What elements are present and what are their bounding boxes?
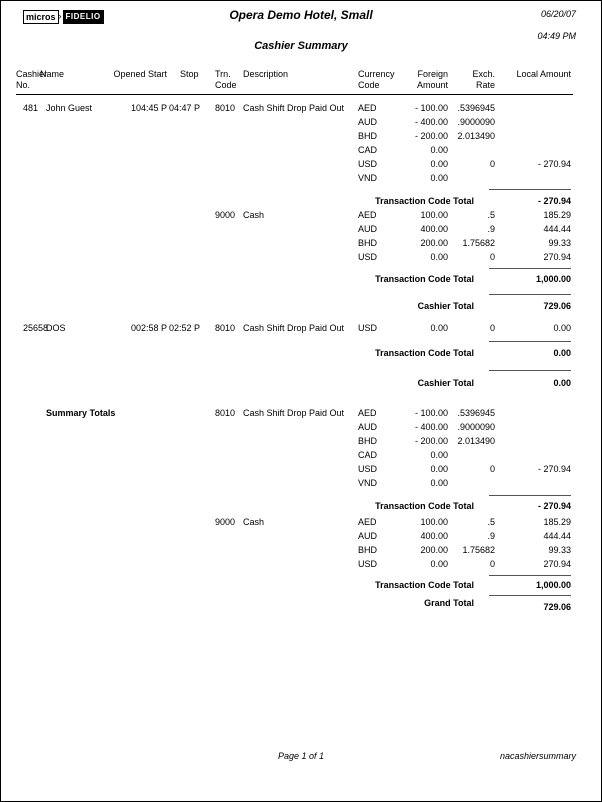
total-rule (489, 370, 571, 371)
total-value: 0.00 (553, 348, 571, 358)
column-header-description: Description (243, 69, 289, 79)
cell-foreign: 0.00 (430, 159, 448, 169)
cell-foreign: 200.00 (420, 545, 448, 555)
cell-trn: 8010 (215, 323, 236, 333)
cell-curr: VND (358, 478, 378, 488)
cell-desc: Cash Shift Drop Paid Out (243, 103, 345, 113)
cell-foreign: 0.00 (430, 173, 448, 183)
table-row (1, 173, 602, 185)
total-row (1, 580, 602, 592)
table-row (1, 464, 602, 476)
cell-trn: 8010 (215, 408, 236, 418)
cell-local: 99.33 (548, 238, 571, 248)
cell-curr: AED (358, 103, 377, 113)
cell-exch: .5396945 (457, 103, 495, 113)
total-label: Grand Total (424, 598, 474, 608)
table-row (1, 210, 602, 222)
total-value: 1,000.00 (535, 580, 571, 590)
total-label: Cashier Total (417, 301, 474, 311)
cell-exch: .9000090 (457, 117, 495, 127)
cell-local: 444.44 (543, 531, 571, 541)
cell-name: DOS (46, 323, 66, 333)
table-row (1, 559, 602, 571)
logo-arrow-icon: › (58, 11, 62, 21)
cell-curr: AUD (358, 531, 378, 541)
cell-stop: 04:47 P (168, 103, 200, 113)
cell-curr: BHD (358, 436, 378, 446)
cell-foreign: 0.00 (430, 478, 448, 488)
cell-curr: USD (358, 252, 378, 262)
cell-trn: 9000 (215, 517, 236, 527)
cell-desc: Cash Shift Drop Paid Out (243, 323, 345, 333)
cell-exch: 2.013490 (457, 436, 495, 446)
cell-exch: 1.75682 (462, 545, 495, 555)
column-header-opened-start: Opened Start (113, 69, 167, 79)
cell-local: - 270.94 (537, 464, 571, 474)
total-value: 0.00 (553, 378, 571, 388)
cell-desc: Cash (243, 517, 265, 527)
cell-foreign: 400.00 (420, 531, 448, 541)
cell-curr: AED (358, 408, 377, 418)
total-row (1, 501, 602, 513)
table-row (1, 450, 602, 462)
page-number: Page 1 of 1 (277, 751, 325, 761)
cell-local: 185.29 (543, 210, 571, 220)
table-row (1, 517, 602, 529)
cell-exch: 0 (489, 559, 495, 569)
cell-curr: BHD (358, 545, 378, 555)
total-row (1, 196, 602, 208)
cell-curr: AUD (358, 117, 378, 127)
cell-curr: BHD (358, 131, 378, 141)
cell-curr: AUD (358, 422, 378, 432)
total-row (1, 378, 602, 390)
table-row (1, 408, 602, 420)
cell-curr: AED (358, 210, 377, 220)
total-value: - 270.94 (537, 501, 571, 511)
column-header-local-amount: Local Amount (516, 69, 571, 79)
total-row (1, 348, 602, 360)
cell-foreign: 0.00 (430, 323, 448, 333)
table-row (1, 436, 602, 448)
total-rule (489, 341, 571, 342)
column-header-cashier-line2: No. (16, 80, 31, 90)
cell-curr: BHD (358, 238, 378, 248)
cell-curr: VND (358, 173, 378, 183)
cell-foreign: 0.00 (430, 145, 448, 155)
total-value: - 270.94 (537, 196, 571, 206)
cell-foreign: 0.00 (430, 464, 448, 474)
column-header-name: Name (40, 69, 65, 79)
cell-local: - 270.94 (537, 159, 571, 169)
report-file-name: nacashiersummary (499, 751, 576, 761)
cell-desc: Cash (243, 210, 265, 220)
table-row (1, 224, 602, 236)
cell-local: 99.33 (548, 545, 571, 555)
cell-opened: 104:45 P (130, 103, 167, 113)
cell-curr: USD (358, 159, 378, 169)
cell-name: Summary Totals (46, 408, 116, 418)
cell-curr: CAD (358, 145, 378, 155)
table-row (1, 145, 602, 157)
column-header-exch-line2: Rate (475, 80, 495, 90)
total-label: Cashier Total (417, 378, 474, 388)
total-label: Transaction Code Total (375, 501, 474, 511)
table-row (1, 159, 602, 171)
table-row (1, 323, 602, 335)
total-value: 729.06 (543, 602, 571, 612)
cell-foreign: 400.00 (420, 224, 448, 234)
cell-foreign: 0.00 (430, 450, 448, 460)
cell-desc: Cash Shift Drop Paid Out (243, 408, 345, 418)
report-date: 06/20/07 (540, 9, 576, 19)
cell-foreign: - 400.00 (414, 117, 448, 127)
total-rule (489, 595, 571, 596)
cell-exch: 0 (489, 323, 495, 333)
column-header-foreign-line1: Foreign (417, 69, 448, 79)
table-row (1, 238, 602, 250)
total-rule (489, 189, 571, 190)
cell-trn: 8010 (215, 103, 236, 113)
total-row (1, 301, 602, 313)
cell-local: 185.29 (543, 517, 571, 527)
cell-local: 0.00 (553, 323, 571, 333)
total-label: Transaction Code Total (375, 348, 474, 358)
cell-cashier: 25658 (23, 323, 49, 333)
cell-foreign: 100.00 (420, 210, 448, 220)
total-rule (489, 268, 571, 269)
micros-logo-text: micros (23, 10, 59, 24)
cell-foreign: - 100.00 (414, 103, 448, 113)
cell-exch: .9 (487, 224, 495, 234)
column-header-foreign-line2: Amount (416, 80, 448, 90)
table-row (1, 478, 602, 490)
fidelio-logo-text: FIDELIO (63, 10, 104, 24)
table-row (1, 117, 602, 129)
cell-trn: 9000 (215, 210, 236, 220)
cell-exch: .9 (487, 531, 495, 541)
table-row (1, 545, 602, 557)
cell-exch: 1.75682 (462, 238, 495, 248)
cell-cashier: 481 (23, 103, 39, 113)
cell-curr: USD (358, 323, 378, 333)
cell-local: 270.94 (543, 559, 571, 569)
cell-curr: CAD (358, 450, 378, 460)
cell-local: 444.44 (543, 224, 571, 234)
total-rule (489, 575, 571, 576)
cell-exch: .5 (487, 517, 495, 527)
total-value: 729.06 (543, 301, 571, 311)
cell-exch: 0 (489, 464, 495, 474)
cell-opened: 002:58 P (130, 323, 167, 333)
table-row (1, 531, 602, 543)
cell-foreign: 200.00 (420, 238, 448, 248)
column-header-currency-line2: Code (358, 80, 380, 90)
table-row (1, 103, 602, 115)
column-header-trn-line2: Code (215, 80, 237, 90)
report-title: Cashier Summary (254, 40, 348, 52)
cell-foreign: 0.00 (430, 252, 448, 262)
cell-stop: 02:52 P (168, 323, 200, 333)
column-header-cashier-line1: Cashier (16, 69, 48, 79)
total-row (1, 598, 602, 610)
hotel-name: Opera Demo Hotel, Small (229, 8, 373, 22)
table-row (1, 131, 602, 143)
cell-local: 270.94 (543, 252, 571, 262)
report-body (1, 1, 602, 802)
cell-curr: AUD (358, 224, 378, 234)
cell-curr: USD (358, 559, 378, 569)
total-label: Transaction Code Total (375, 580, 474, 590)
cell-exch: .9000090 (457, 422, 495, 432)
cell-exch: .5 (487, 210, 495, 220)
total-row (1, 274, 602, 286)
report-time: 04:49 PM (537, 31, 576, 41)
cell-foreign: - 400.00 (414, 422, 448, 432)
total-label: Transaction Code Total (375, 274, 474, 284)
total-rule (489, 495, 571, 496)
cell-exch: 0 (489, 159, 495, 169)
cell-foreign: - 200.00 (414, 436, 448, 446)
cell-exch: 0 (489, 252, 495, 262)
cell-exch: .5396945 (457, 408, 495, 418)
cell-name: John Guest (46, 103, 93, 113)
column-header-currency-line1: Currency (358, 69, 395, 79)
cell-foreign: - 200.00 (414, 131, 448, 141)
total-label: Transaction Code Total (375, 196, 474, 206)
total-value: 1,000.00 (535, 274, 571, 284)
total-rule (489, 294, 571, 295)
column-header-trn-line1: Trn. (215, 69, 231, 79)
cell-curr: USD (358, 464, 378, 474)
table-row (1, 422, 602, 434)
table-row (1, 252, 602, 264)
cell-foreign: 100.00 (420, 517, 448, 527)
cell-curr: AED (358, 517, 377, 527)
cell-exch: 2.013490 (457, 131, 495, 141)
cell-foreign: - 100.00 (414, 408, 448, 418)
cell-foreign: 0.00 (430, 559, 448, 569)
column-header-stop: Stop (180, 69, 199, 79)
column-header-exch-line1: Exch. (472, 69, 495, 79)
